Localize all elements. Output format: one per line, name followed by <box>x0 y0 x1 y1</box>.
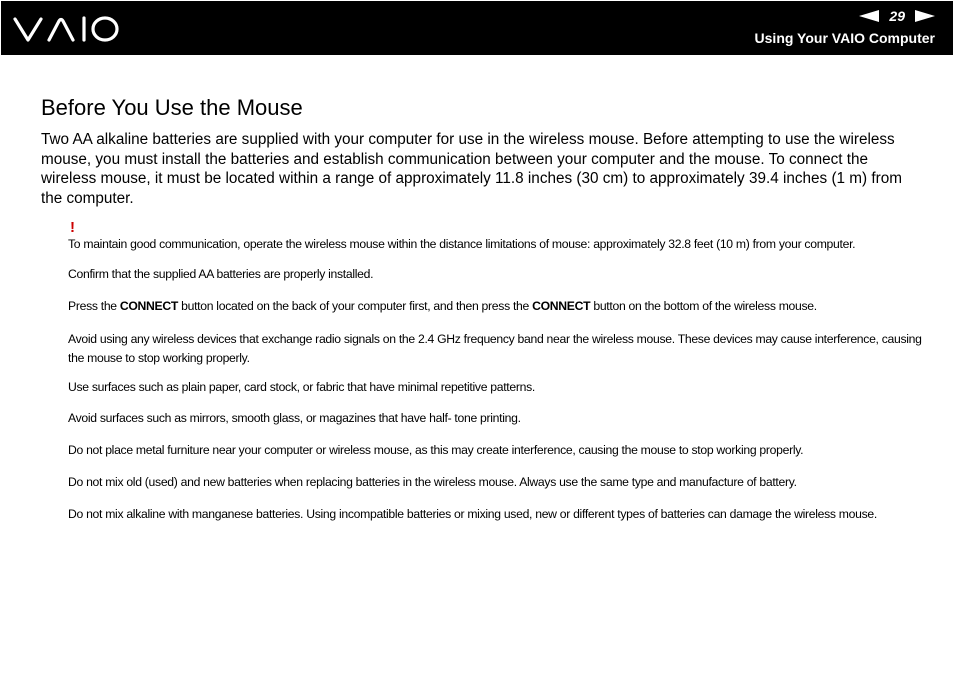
main-content <box>41 95 921 208</box>
press-text-3: button on the bottom of the wireless mouse. <box>590 299 817 313</box>
vaio-logo <box>13 13 121 45</box>
triangle-right-icon[interactable] <box>915 10 935 22</box>
notes-section <box>68 220 928 524</box>
page-number: 29 <box>889 8 905 24</box>
connect-term: CONNECT <box>119 299 179 313</box>
intro-paragraph: Two AA alkaline batteries are supplied with your computer for use in the wireless mouse. Before attempting to use the wireless mouse, you must install the batteries and establish communication between your computer and the mouse. To connect the wireless mouse, it must be located within a range of approximately 11.8 inches (30 cm) to approximately 39.4 inches (1 m) from the computer. <box>41 131 902 207</box>
warning-note: To maintain good communication, operate the wireless mouse within the distance limitations of mouse: approximately 32.8 feet (10 m) from your computer. <box>68 237 856 251</box>
note-press-connect <box>68 297 928 317</box>
header-bar <box>1 1 953 55</box>
triangle-left-icon[interactable] <box>859 10 879 22</box>
note-old-new-batteries: Do not mix old (used) and new batteries when replacing batteries in the wireless mouse. Always use the same type and manufacture of battery. <box>68 475 797 489</box>
page-navigation <box>859 8 935 24</box>
note-alkaline-manganese: Do not mix alkaline with manganese batteries. Using incompatible batteries or mixing used, new or different types of batteries can damage the wireless mouse. <box>68 506 877 521</box>
press-text-1: Press the <box>68 299 120 313</box>
section-title: Using Your VAIO Computer <box>754 30 935 46</box>
note-avoid-surfaces: Avoid surfaces such as mirrors, smooth glass, or magazines that have half- tone printing. <box>68 411 521 425</box>
page-heading: Before You Use the Mouse <box>41 95 303 120</box>
note-metal-furniture: Do not place metal furniture near your computer or wireless mouse, as this may create interference, causing the mouse to stop working properly. <box>68 442 804 457</box>
note-avoid-wireless: Avoid using any wireless devices that exchange radio signals on the 2.4 GHz frequency band near the wireless mouse. These devices may cause interference, causing the mouse to stop working properly. <box>68 331 922 365</box>
note-confirm-batteries: Confirm that the supplied AA batteries are properly installed. <box>68 266 374 281</box>
press-text-2: button located on the back of your computer first, and then press the <box>178 299 533 313</box>
exclamation-icon: ! <box>70 219 75 236</box>
note-surfaces: Use surfaces such as plain paper, card stock, or fabric that have minimal repetitive patterns. <box>68 379 535 394</box>
connect-term: CONNECT <box>532 299 591 313</box>
